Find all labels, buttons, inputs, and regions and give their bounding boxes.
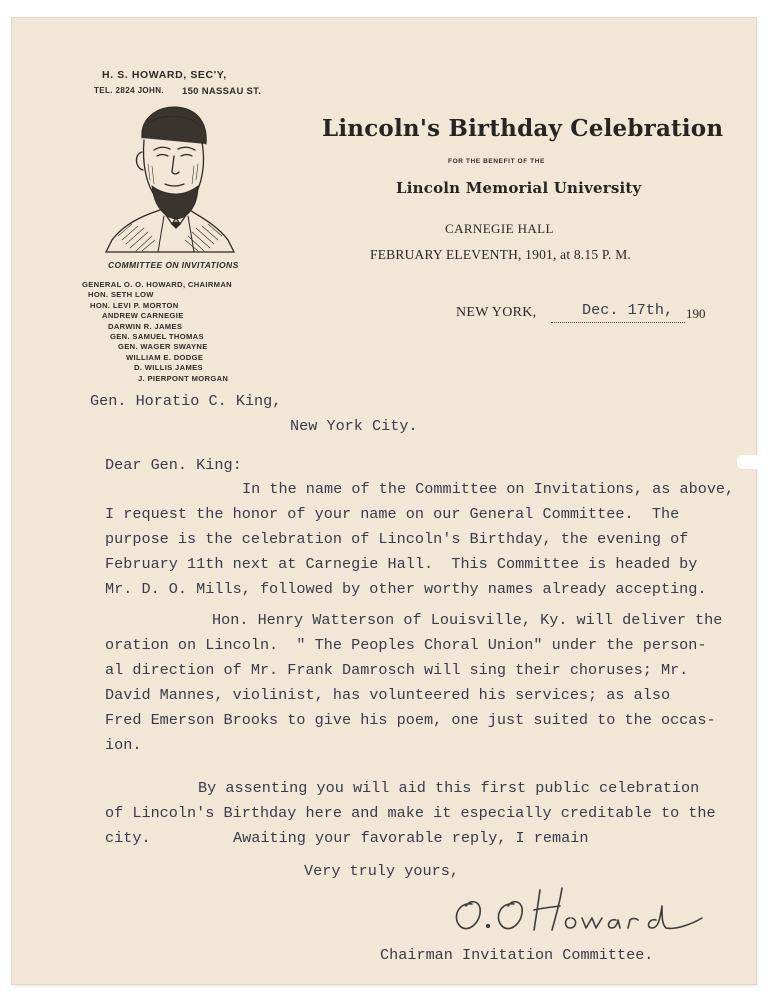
body-line: ion. [105,736,142,754]
committee-member: ANDREW CARNEGIE [102,311,184,321]
signature-o-o-howard [444,882,704,942]
recipient-city: New York City. [290,417,418,435]
body-line: Hon. Henry Watterson of Louisville, Ky. will deliver the [212,611,723,629]
body-line: Fred Emerson Brooks to give his poem, one just suited to the occas- [105,711,716,729]
committee-member: DARWIN R. JAMES [108,321,183,331]
telephone-number: TEL. 2824 JOHN. [94,86,165,95]
event-title: Lincoln's Birthday Celebration [322,115,724,142]
committee-member: GEN. SAMUEL THOMAS [110,332,204,342]
benefit-line: FOR THE BENEFIT OF THE [448,158,545,165]
body-line: oration on Lincoln. " The Peoples Choral Union" under the person- [105,636,707,654]
body-line: David Mannes, violinist, has volunteered his services; as also [105,686,671,704]
letter-date: Dec. 17th, [582,301,674,319]
committee-member: GEN. WAGER SWAYNE [118,342,208,352]
committee-member: HON. SETH LOW [88,290,154,300]
venue: CARNEGIE HALL [445,221,554,236]
date-fill-line [551,322,685,323]
committee-member: WILLIAM E. DODGE [126,352,204,362]
salutation: Dear Gen. King: [105,456,242,474]
paper-tear [737,455,765,469]
committee-member-list [82,280,232,384]
printed-year: 190 [686,306,706,321]
lincoln-portrait-engraving [102,100,238,254]
event-date: FEBRUARY ELEVENTH, 1901, at 8.15 P. M. [370,247,631,262]
body-line: I request the honor of your name on our General Committee. The [105,505,680,523]
committee-member: J. PIERPONT MORGAN [138,373,229,383]
body-line: of Lincoln's Birthday here and make it especially creditable to the [105,804,716,822]
secretary-name: H. S. HOWARD, SEC'Y, [102,69,227,81]
body-line: In the name of the Committee on Invitations, as above, [242,480,735,498]
dateline-city: NEW YORK, [456,305,537,320]
committee-heading: COMMITTEE ON INVITATIONS [108,260,239,270]
committee-member: D. WILLIS JAMES [134,363,203,373]
closing: Very truly yours, [304,862,459,880]
body-line: purpose is the celebration of Lincoln's Birthday, the evening of [105,530,689,548]
body-line: city. [105,829,151,847]
street-address: 150 NASSAU ST. [182,86,262,97]
university-name: Lincoln Memorial University [396,179,642,197]
signatory-title: Chairman Invitation Committee. [380,946,654,964]
body-line: February 11th next at Carnegie Hall. This Committee is headed by [105,555,698,573]
body-line: al direction of Mr. Frank Damrosch will sing their choruses; Mr. [105,661,689,679]
committee-member: HON. LEVI P. MORTON [90,300,179,310]
body-line: By assenting you will aid this first public celebration [198,779,700,797]
committee-member: GENERAL O. O. HOWARD, CHAIRMAN [82,280,233,289]
recipient-name: Gen. Horatio C. King, [90,392,282,410]
body-line: Awaiting your favorable reply, I remain [233,829,589,847]
letter-sheet [12,18,756,984]
body-line: Mr. D. O. Mills, followed by other worthy names already accepting. [105,580,707,598]
